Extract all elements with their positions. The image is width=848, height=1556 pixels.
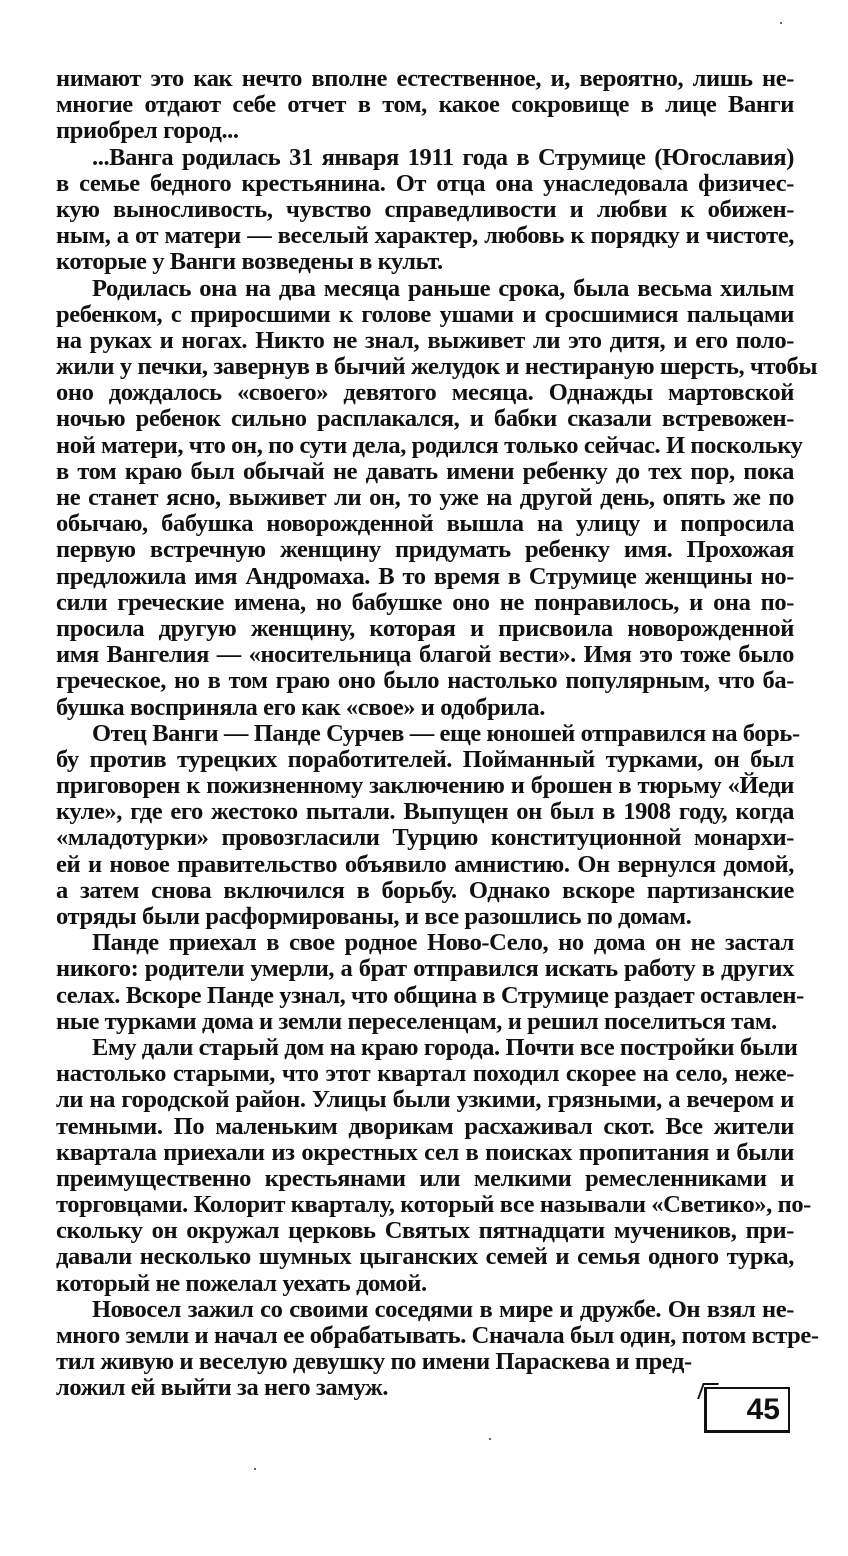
text-line: которые у Ванги возведены в культ.	[56, 248, 443, 276]
scan-speck	[489, 1438, 491, 1440]
text-line: а затем снова включился в борьбу. Однако вскоре партизанские	[56, 876, 794, 904]
text-line: скольку он окружал церковь Святых пятнадцати мучеников, при-	[56, 1217, 794, 1245]
text-line: ным, а от матери — веселый характер, любовь к порядку и чистоте,	[56, 222, 794, 250]
text-line: ночью ребенок сильно расплакался, и бабки сказали встревожен-	[56, 405, 794, 433]
text-line: имя Вангелия — «носительница благой вести». Имя это тоже было	[56, 641, 794, 669]
paragraph-4	[56, 719, 800, 931]
text-line: ложил ей выйти за него замуж.	[56, 1374, 389, 1402]
text-line: на руках и ногах. Никто не знал, выживет ли это дитя, и его поло-	[56, 326, 794, 354]
text-line: нимают это как нечто вполне естественное, и, вероятно, лишь не-	[56, 65, 794, 92]
text-line: много земли и начал ее обрабатывать. Сначала был один, потом встре-	[56, 1322, 819, 1349]
text-line: никого: родители умерли, а брат отправился искать работу в других	[56, 955, 794, 983]
text-line: оно дождалось «своего» девятого месяца. Однажды мартовской	[56, 379, 794, 407]
paragraph-7	[56, 1295, 819, 1402]
text-line: бу против турецких поработителей. Пойманный турками, он был	[56, 745, 794, 773]
text-line: кую выносливость, чувство справедливости и любви к обижен-	[56, 195, 794, 223]
text-line: жили у печки, завернув в бычий желудок и нестираную шерсть, чтобы	[56, 353, 818, 381]
text-line: квартала приехали из окрестных сел в поисках пропитания и были	[56, 1138, 794, 1166]
text-line: сили греческие имена, но бабушке оно не понравилось, и она по-	[56, 588, 794, 616]
text-line: Родилась она на два месяца раньше срока, была весьма хилым	[92, 274, 794, 302]
text-line: предложила имя Андромаха. В то время в Струмице женщины но-	[56, 562, 794, 590]
text-line: преимущественно крестьянами или мелкими ремесленниками и	[56, 1164, 794, 1192]
page-number: 45	[704, 1387, 790, 1433]
paragraph-5	[56, 929, 804, 1035]
text-line: куле», где его жестоко пытали. Выпущен он был в 1908 году, когда	[56, 798, 794, 826]
text-line: приобрел город...	[56, 117, 239, 145]
text-line: обычаю, бабушка новорожденной вышла на улицу и попросила	[56, 510, 794, 538]
text-line: Новосел зажил со своими соседями в мире и дружбе. Он взял не-	[92, 1295, 794, 1323]
text-line: который не пожелал уехать домой.	[56, 1269, 427, 1297]
text-line: приговорен к пожизненному заключению и брошен в тюрьму «Йеди	[56, 772, 794, 800]
text-line: ной матери, что он, по сути дела, родился только сейчас. И поскольку	[56, 431, 803, 459]
paragraph-3	[56, 274, 818, 721]
text-line: многие отдают себе отчет в том, какое сокровище в лице Ванги	[56, 91, 794, 119]
scan-speck	[254, 1468, 256, 1470]
text-line: селах. Вскоре Панде узнал, что община в Струмице раздает оставлен-	[56, 981, 804, 1009]
text-line: бушка восприняла его как «свое» и одобрила.	[56, 693, 545, 721]
scan-speck	[780, 22, 782, 24]
text-line: ребенком, с приросшими к голове ушами и сросшимися пальцами	[56, 300, 794, 328]
text-line: ей и новое правительство объявило амнистию. Он вернулся домой,	[56, 850, 794, 878]
text-line: давали несколько шумных цыганских семей и семья одного турка,	[56, 1243, 794, 1271]
text-line: тил живую и веселую девушку по имени Параскева и пред-	[56, 1348, 692, 1376]
text-line: Отец Ванги — Панде Сурчев — еще юношей отправился на борь-	[92, 719, 800, 747]
text-line: греческое, но в том граю оно было настолько популярным, что ба-	[56, 667, 794, 695]
text-line: Ему дали старый дом на краю города. Почти все постройки были	[92, 1033, 798, 1061]
text-line: темными. По маленьким дворикам расхаживал скот. Все жители	[56, 1112, 794, 1140]
text-line: отряды были расформированы, и все разошлись по домам.	[56, 903, 692, 930]
text-line: в том краю был обычай не давать имени ребенку до тех пор, пока	[56, 457, 794, 485]
text-line: Панде приехал в свое родное Ново-Село, но дома он не застал	[92, 929, 794, 957]
paragraph-1	[56, 66, 794, 145]
book-page-text	[56, 65, 819, 1402]
text-line: «младотурки» провозгласили Турцию конституционной монархи-	[56, 824, 794, 852]
text-line: просила другую женщину, которая и присвоила новорожденной	[56, 614, 794, 642]
text-line: не станет ясно, выживет ли он, то уже на другой день, опять же по	[56, 484, 794, 511]
text-line: первую встречную женщину придумать ребенку имя. Прохожая	[56, 536, 794, 564]
text-line: в семье бедного крестьянина. От отца она унаследовала физичес-	[56, 169, 794, 197]
text-line: ...Ванга родилась 31 января 1911 года в Струмице (Югославия)	[92, 143, 794, 171]
text-line: торговцами. Колорит кварталу, который все называли «Светико», по-	[56, 1191, 811, 1219]
paragraph-6	[56, 1033, 811, 1297]
text-line: настолько старыми, что этот квартал походил скорее на село, неже-	[56, 1060, 794, 1088]
text-line: ные турками дома и земли переселенцам, и решил поселиться там.	[56, 1007, 777, 1035]
paragraph-2	[56, 145, 794, 276]
text-line: ли на городской район. Улицы были узкими, грязными, а вечером и	[56, 1086, 794, 1114]
